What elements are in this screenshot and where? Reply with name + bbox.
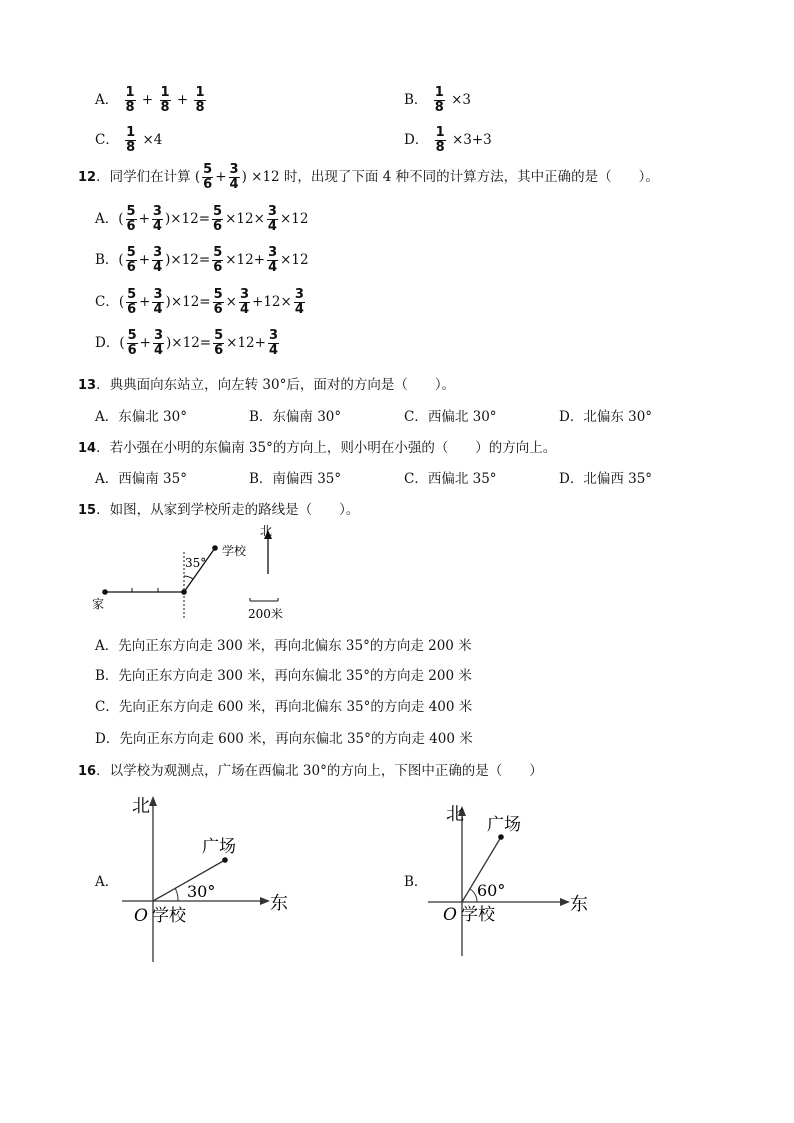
option-label: B．	[95, 252, 119, 268]
stem-text: ．如图，从家到学校所走的路线是（ ）。	[96, 502, 360, 518]
q12-option-d[interactable]: D．( $\frac{5}{6}$ + $\frac{3}{4}$ )×12= $\frac{5}{6}$ ×12+ $\frac{3}{4}$	[95, 328, 279, 358]
q11-option-c[interactable]	[95, 126, 162, 155]
q15-option-a[interactable]: A．先向正东方向走 300 米，再向北偏东 35°的方向走 200 米	[95, 638, 472, 654]
angle-arc	[184, 576, 193, 579]
q16-option-a-label[interactable]: A．	[95, 874, 119, 890]
school-label: 学校	[461, 905, 495, 925]
angle-label: 30°	[187, 882, 216, 901]
q13-option-d[interactable]: D．北偏东 30°	[559, 409, 653, 425]
plus-sign: +	[141, 92, 154, 108]
q16-stem	[78, 759, 543, 779]
question-number: 12	[78, 170, 97, 185]
north-label: 北	[446, 804, 464, 825]
school-label: 学校	[222, 544, 247, 558]
origin-label: O	[443, 905, 457, 925]
q16-option-b-label[interactable]: B．	[404, 874, 428, 890]
q12-option-a[interactable]: A．( $\frac{5}{6}$ + $\frac{3}{4}$ )×12= $\frac{5}{6}$ ×12× $\frac{3}{4}$ ×12	[95, 204, 309, 234]
q12-option-b[interactable]: B．( $\frac{5}{6}$ + $\frac{3}{4}$ )×12= $\frac{5}{6}$ ×12+ $\frac{3}{4}$ ×12	[95, 245, 309, 275]
scale-label: 200米	[248, 607, 283, 621]
question-number: 16	[78, 764, 97, 779]
q14-option-d[interactable]: D．北偏西 35°	[559, 471, 653, 487]
q14-option-c[interactable]: C．西偏北 35°	[404, 471, 497, 487]
stem-text: ×12 时，出现了下面 4 种不同的计算方法，其中正确的是（ ）。	[251, 169, 659, 185]
north-label: 北	[132, 796, 150, 817]
square-label: 广场	[487, 815, 521, 835]
stem-text: ．同学们在计算	[96, 169, 191, 185]
q12-stem	[78, 163, 659, 192]
fraction: $\frac{1}{8}$	[126, 125, 136, 155]
square-point	[498, 834, 504, 840]
school-label: 学校	[152, 906, 186, 926]
q14-stem	[78, 436, 556, 456]
q13-option-a[interactable]: A．东偏北 30°	[95, 409, 187, 425]
q11-option-a[interactable]	[95, 86, 208, 115]
plus-sign: +	[176, 92, 189, 108]
q14-option-b[interactable]: B．南偏西 35°	[249, 471, 342, 487]
option-label: C．	[95, 294, 119, 310]
fraction: $\frac{1}{8}$	[125, 85, 135, 115]
question-number: 15	[78, 503, 97, 518]
option-label: D．	[95, 335, 120, 351]
option-label: B．	[404, 92, 428, 108]
home-point	[102, 589, 108, 595]
stem-text: ．若小强在小明的东偏南 35°的方向上，则小明在小强的（ ）的方向上。	[96, 440, 557, 456]
option-label: C．	[95, 132, 119, 148]
east-label: 东	[270, 893, 288, 914]
square-label: 广场	[202, 837, 236, 857]
north-arrow-head	[149, 796, 157, 806]
angle-label: 35°	[185, 556, 207, 570]
q13-option-c[interactable]: C．西偏北 30°	[404, 409, 497, 425]
q15-option-d[interactable]: D．先向正东方向走 600 米，再向东偏北 35°的方向走 400 米	[95, 731, 473, 747]
q11-option-b[interactable]	[404, 86, 471, 115]
paren-expression: ( $\frac{5}{6}$ + $\frac{3}{4}$ )	[194, 162, 247, 192]
option-text: ×3	[451, 92, 471, 108]
home-label: 家	[92, 597, 105, 611]
q13-option-b[interactable]: B．东偏南 30°	[249, 409, 342, 425]
q15-option-b[interactable]: B．先向正东方向走 300 米，再向东偏北 35°的方向走 200 米	[95, 668, 472, 684]
origin-label: O	[134, 906, 148, 926]
fraction: $\frac{1}{8}$	[434, 85, 444, 115]
east-label: 东	[570, 894, 588, 915]
fraction: $\frac{1}{8}$	[160, 85, 170, 115]
option-label: A．	[95, 92, 119, 108]
option-label: D．	[404, 132, 429, 148]
q12-option-c[interactable]: C．( $\frac{5}{6}$ + $\frac{3}{4}$ )×12= $\frac{5}{6}$ × $\frac{3}{4}$ +12× $\frac{3}{4}$	[95, 287, 304, 317]
east-arrow-head	[560, 898, 570, 906]
fraction: $\frac{1}{8}$	[195, 85, 205, 115]
east-arrow-head	[260, 897, 270, 905]
q15-route-figure	[85, 522, 315, 632]
q16-figure-b[interactable]	[420, 798, 600, 963]
q13-stem	[78, 373, 455, 393]
q15-stem	[78, 498, 359, 518]
angle-arc	[470, 889, 477, 902]
north-label: 北	[260, 524, 273, 538]
question-number: 14	[78, 441, 97, 456]
option-text: ×4	[142, 132, 163, 148]
option-text: ×3+3	[451, 132, 492, 148]
stem-text: ．以学校为观测点，广场在西偏北 30°的方向上，下图中正确的是（ ）	[96, 763, 543, 779]
q15-option-c[interactable]: C．先向正东方向走 600 米，再向北偏东 35°的方向走 400 米	[95, 699, 473, 715]
angle-label: 60°	[477, 881, 506, 900]
q14-option-a[interactable]: A．西偏南 35°	[95, 471, 187, 487]
square-point	[222, 857, 228, 863]
fraction: $\frac{1}{8}$	[435, 125, 445, 155]
angle-arc	[175, 888, 178, 901]
option-label: A．	[95, 211, 119, 227]
q11-option-d[interactable]	[404, 126, 492, 155]
stem-text: ．典典面向东站立，向左转 30°后，面对的方向是（ ）。	[96, 377, 456, 393]
school-point	[212, 545, 218, 551]
question-number: 13	[78, 378, 97, 393]
q16-figure-a[interactable]	[112, 790, 297, 970]
northeast-path	[184, 548, 215, 592]
